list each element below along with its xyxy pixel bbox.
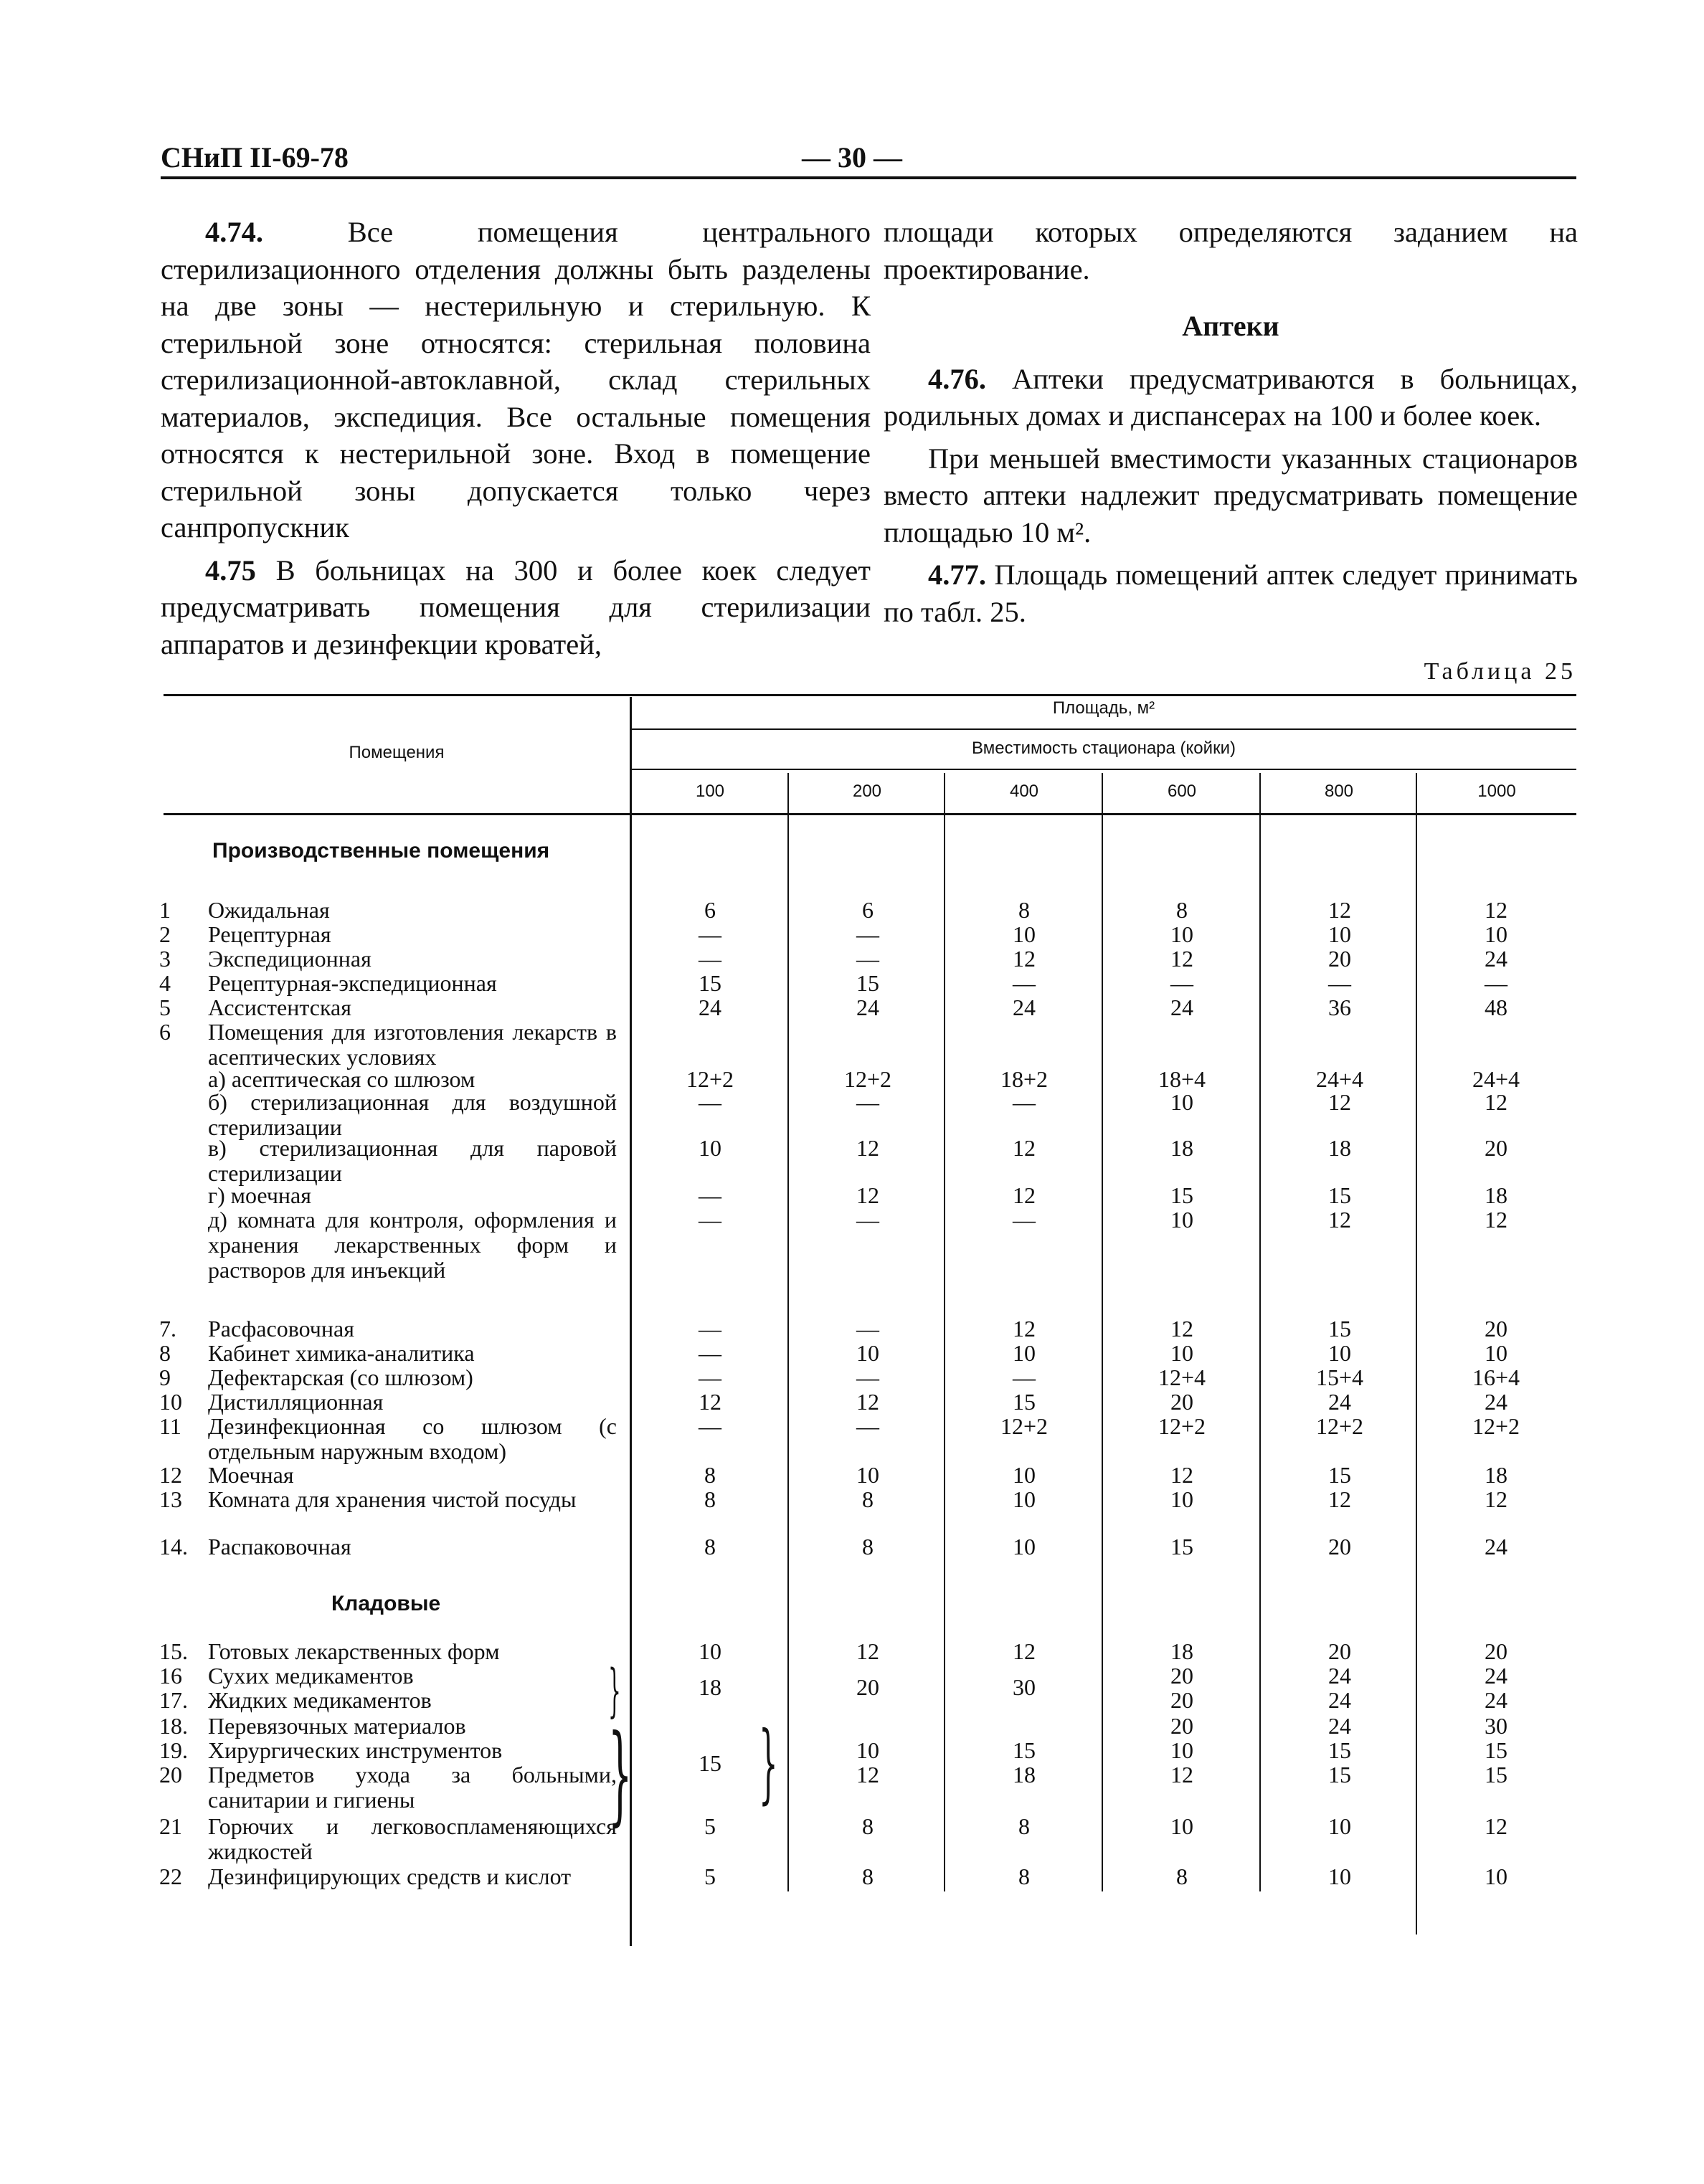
room-name: б) стерилизационная для воздушной стерилизации (208, 1089, 617, 1140)
row-number: 4 (159, 970, 171, 996)
area-value-200: 12 (856, 1762, 879, 1787)
area-value-1000: 24+4 (1472, 1066, 1520, 1092)
row-number: 1 (159, 897, 171, 923)
room-name: Помещения для изготовления лекарств в асептических условиях (208, 1019, 617, 1070)
area-value-400: — (1013, 970, 1036, 996)
area-value-100: 6 (704, 897, 716, 923)
paragraph-continuation: площади которых определяются заданием на проектирование. (884, 216, 1578, 285)
area-value-200: 12+2 (843, 1066, 892, 1092)
area-value-800: 24 (1328, 1663, 1351, 1689)
area-value-100: 10 (699, 1135, 721, 1161)
text-column-left (161, 214, 871, 663)
text-column-right (884, 214, 1578, 630)
document-code: СНиП II-69-78 (161, 141, 349, 174)
row-number: 18. (159, 1713, 188, 1739)
area-value-600: 10 (1170, 1207, 1193, 1233)
area-value-100: — (699, 1089, 721, 1115)
room-name: Хирургических инструментов (208, 1737, 503, 1763)
area-value-600: 12 (1170, 946, 1193, 972)
area-value-100: 15 (699, 1750, 721, 1776)
area-value-1000: — (1485, 970, 1507, 996)
area-value-200: — (856, 1089, 879, 1115)
section-storerooms: Кладовые (331, 1592, 441, 1615)
page-number: — 30 — (802, 141, 902, 174)
area-value-600: 15 (1170, 1534, 1193, 1559)
area-value-400: 8 (1018, 897, 1030, 923)
area-value-800: 20 (1328, 946, 1351, 972)
room-name: Рецептурная (208, 921, 331, 947)
clause-number: 4.77. (928, 559, 986, 591)
header-area: Площадь, м² (1052, 698, 1155, 718)
row-number: 12 (159, 1462, 182, 1488)
room-name: Распаковочная (208, 1534, 351, 1559)
area-value-100: 12 (699, 1389, 721, 1415)
row-number: 5 (159, 994, 171, 1020)
row-number: 10 (159, 1389, 182, 1415)
area-value-1000: 12 (1485, 1813, 1507, 1839)
area-value-600: 20 (1170, 1713, 1193, 1739)
area-value-600: 10 (1170, 1813, 1193, 1839)
row-number: 2 (159, 921, 171, 947)
table-caption: Таблица 25 (1424, 658, 1576, 685)
area-value-1000: 12 (1485, 1207, 1507, 1233)
area-value-400: 10 (1013, 1534, 1036, 1559)
area-value-800: 12 (1328, 1486, 1351, 1512)
area-value-200: 8 (862, 1863, 874, 1889)
area-value-400: — (1013, 1207, 1036, 1233)
area-value-600: — (1170, 970, 1193, 996)
section-production-rooms: Производственные помещения (212, 839, 550, 863)
area-value-1000: 12 (1485, 1486, 1507, 1512)
area-value-800: 10 (1328, 1340, 1351, 1366)
capacity-600: 600 (1167, 782, 1197, 801)
room-name: Жидких медикаментов (208, 1687, 432, 1713)
area-value-400: — (1013, 1364, 1036, 1390)
area-value-800: 15 (1328, 1182, 1351, 1208)
area-value-200: — (856, 1316, 879, 1342)
area-value-1000: 10 (1485, 1863, 1507, 1889)
area-value-1000: 15 (1485, 1762, 1507, 1787)
area-value-200: 15 (856, 970, 879, 996)
row-number: 9 (159, 1364, 171, 1390)
paragraph-4-76 (884, 361, 1578, 435)
area-value-800: 24 (1328, 1389, 1351, 1415)
area-value-1000: 20 (1485, 1135, 1507, 1161)
area-value-1000: 30 (1485, 1713, 1507, 1739)
area-value-400: 8 (1018, 1863, 1030, 1889)
area-value-100: 12+2 (686, 1066, 734, 1092)
area-value-100: 5 (704, 1813, 716, 1839)
row-number: 16 (159, 1663, 182, 1689)
area-value-400: 15 (1013, 1389, 1036, 1415)
area-value-100: — (699, 1413, 721, 1439)
area-value-400: 10 (1013, 921, 1036, 947)
area-value-100: — (699, 1316, 721, 1342)
area-value-600: 8 (1176, 1863, 1188, 1889)
room-name: Сухих медикаментов (208, 1663, 414, 1689)
area-value-400: 12 (1013, 946, 1036, 972)
area-value-100: 8 (704, 1534, 716, 1559)
area-value-1000: 12+2 (1472, 1413, 1520, 1439)
area-value-100: — (699, 946, 721, 972)
room-name: Дезинфекционная со шлюзом (с отдельным наружным входом) (208, 1413, 617, 1464)
area-value-1000: 24 (1485, 1389, 1507, 1415)
area-value-100: — (699, 1207, 721, 1233)
area-value-100: — (699, 1182, 721, 1208)
area-value-600: 12+2 (1158, 1413, 1206, 1439)
area-value-200: 8 (862, 1813, 874, 1839)
room-name: Готовых лекарственных форм (208, 1638, 500, 1664)
area-value-800: 36 (1328, 994, 1351, 1020)
area-value-800: 15 (1328, 1316, 1351, 1342)
area-value-800: 12 (1328, 897, 1351, 923)
area-value-1000: 24 (1485, 1687, 1507, 1713)
room-name: д) комната для контроля, оформления и хранения лекарственных форм и растворов для инъекций (208, 1207, 617, 1283)
area-value-600: 12 (1170, 1462, 1193, 1488)
area-value-400: 24 (1013, 994, 1036, 1020)
clause-text: Все помещения центрального стерилизационного отделения должны быть разделены на две зоны — нестерильную и стерильную. К стерильной зоне относятся: стерильная половина стерилизационной-автоклавной, склад стерильных материалов, экспедиция. Все остальные помещения относятся к нестерильной зоне. Вход в помещение стерильной зоны допускается только через санпропускник (161, 216, 871, 543)
room-name: Комната для хранения чистой посуды (208, 1486, 577, 1512)
table-top-rule (164, 694, 1576, 696)
area-value-1000: 12 (1485, 1089, 1507, 1115)
area-value-800: 24 (1328, 1687, 1351, 1713)
area-value-200: 24 (856, 994, 879, 1020)
area-value-100: 10 (699, 1638, 721, 1664)
area-value-400: 12 (1013, 1316, 1036, 1342)
room-name: Предметов ухода за больными, санитарии и гигиены (208, 1762, 617, 1813)
area-value-400: — (1013, 1089, 1036, 1115)
area-value-600: 10 (1170, 921, 1193, 947)
area-value-1000: 24 (1485, 1663, 1507, 1689)
header-capacity: Вместимость стационара (койки) (972, 739, 1236, 758)
area-value-1000: 12 (1485, 897, 1507, 923)
row-number: 22 (159, 1863, 182, 1889)
row-number: 19. (159, 1737, 188, 1763)
area-value-400: 15 (1013, 1737, 1036, 1763)
paragraph-4-77 (884, 556, 1578, 630)
capacity-800: 800 (1324, 782, 1354, 801)
room-name: Моечная (208, 1462, 294, 1488)
area-value-800: — (1328, 970, 1351, 996)
header-bottom-rule (164, 813, 1576, 815)
area-value-400: 10 (1013, 1340, 1036, 1366)
area-value-800: 12 (1328, 1207, 1351, 1233)
group-brace: } (608, 1712, 633, 1837)
area-value-600: 18 (1170, 1135, 1193, 1161)
area-value-1000: 10 (1485, 921, 1507, 947)
area-value-200: 12 (856, 1182, 879, 1208)
area-value-600: 10 (1170, 1089, 1193, 1115)
room-name: г) моечная (208, 1182, 311, 1208)
row-number: 15. (159, 1638, 188, 1664)
area-value-100: 15 (699, 970, 721, 996)
area-value-800: 10 (1328, 1813, 1351, 1839)
area-value-200: — (856, 1364, 879, 1390)
area-value-200: 12 (856, 1389, 879, 1415)
area-value-600: 12+4 (1158, 1364, 1206, 1390)
area-value-800: 24 (1328, 1713, 1351, 1739)
room-name: Ожидальная (208, 897, 330, 923)
capacity-200: 200 (852, 782, 882, 801)
clause-number: 4.75 (205, 554, 256, 587)
area-value-200: 8 (862, 1534, 874, 1559)
room-name: а) асептическая со шлюзом (208, 1066, 475, 1092)
room-name: Дистилляционная (208, 1389, 384, 1415)
area-value-100: 5 (704, 1863, 716, 1889)
area-value-200: 6 (862, 897, 874, 923)
area-value-600: 20 (1170, 1389, 1193, 1415)
area-value-200: 10 (856, 1462, 879, 1488)
area-value-200: 20 (856, 1674, 879, 1700)
area-value-200: 10 (856, 1340, 879, 1366)
area-value-600: 10 (1170, 1486, 1193, 1512)
area-value-400: 12 (1013, 1135, 1036, 1161)
area-value-600: 10 (1170, 1340, 1193, 1366)
area-value-1000: 24 (1485, 1534, 1507, 1559)
area-value-200: — (856, 921, 879, 947)
area-value-1000: 24 (1485, 946, 1507, 972)
row-number: 11 (159, 1413, 181, 1439)
room-name: Кабинет химика-аналитика (208, 1340, 475, 1366)
area-value-600: 12 (1170, 1316, 1193, 1342)
area-value-800: 24+4 (1315, 1066, 1364, 1092)
room-name: Дефектарская (со шлюзом) (208, 1364, 473, 1390)
area-value-1000: 48 (1485, 994, 1507, 1020)
area-value-200: 12 (856, 1638, 879, 1664)
room-name: Дезинфицирующих средств и кислот (208, 1863, 572, 1889)
area-value-600: 10 (1170, 1737, 1193, 1763)
area-value-400: 12 (1013, 1638, 1036, 1664)
room-name: Ассистентская (208, 994, 351, 1020)
row-number: 20 (159, 1762, 182, 1787)
area-value-600: 8 (1176, 897, 1188, 923)
area-value-1000: 16+4 (1472, 1364, 1520, 1390)
area-value-400: 18+2 (1000, 1066, 1049, 1092)
area-value-100: — (699, 921, 721, 947)
area-value-1000: 15 (1485, 1737, 1507, 1763)
area-value-200: — (856, 946, 879, 972)
clause-number: 4.76. (928, 362, 986, 395)
area-value-800: 20 (1328, 1534, 1351, 1559)
area-value-200: 8 (862, 1486, 874, 1512)
area-value-1000: 10 (1485, 1340, 1507, 1366)
clause-number: 4.74. (205, 216, 263, 248)
area-value-600: 12 (1170, 1762, 1193, 1787)
area-value-1000: 20 (1485, 1638, 1507, 1664)
area-value-1000: 18 (1485, 1462, 1507, 1488)
row-number: 8 (159, 1340, 171, 1366)
row-number: 14. (159, 1534, 188, 1559)
capacity-1000: 1000 (1477, 782, 1516, 801)
section-heading: Аптеки (1182, 310, 1279, 342)
area-value-800: 15 (1328, 1762, 1351, 1787)
capacity-400: 400 (1009, 782, 1039, 801)
area-value-400: 18 (1013, 1762, 1036, 1787)
area-value-600: 20 (1170, 1687, 1193, 1713)
row-number: 17. (159, 1687, 188, 1713)
row-number: 3 (159, 946, 171, 972)
clause-text: В больницах на 300 и более коек следует предусматривать помещения для стерилизации аппаратов и дезинфекции кроватей, (161, 554, 871, 660)
area-value-800: 10 (1328, 1863, 1351, 1889)
area-value-800: 15 (1328, 1737, 1351, 1763)
area-value-800: 18 (1328, 1135, 1351, 1161)
row-number: 13 (159, 1486, 182, 1512)
area-value-800: 12+2 (1315, 1413, 1364, 1439)
room-name: Расфасовочная (208, 1316, 354, 1342)
area-value-600: 24 (1170, 994, 1193, 1020)
area-value-400: 10 (1013, 1486, 1036, 1512)
group-brace: } (608, 1657, 621, 1724)
header-rule-area (631, 728, 1576, 730)
header-rule-capacity (631, 769, 1576, 770)
area-value-600: 20 (1170, 1663, 1193, 1689)
area-value-400: 8 (1018, 1813, 1030, 1839)
area-value-400: 10 (1013, 1462, 1036, 1488)
area-value-800: 15 (1328, 1462, 1351, 1488)
header-rule (161, 176, 1576, 179)
room-name: Перевязочных материалов (208, 1713, 466, 1739)
paragraph-4-75 (161, 552, 871, 663)
area-value-100: — (699, 1340, 721, 1366)
area-value-200: — (856, 1207, 879, 1233)
area-value-600: 18+4 (1158, 1066, 1206, 1092)
area-value-100: 8 (704, 1462, 716, 1488)
area-value-100: 24 (699, 994, 721, 1020)
area-value-1000: 18 (1485, 1182, 1507, 1208)
room-name: Экспедиционная (208, 946, 371, 972)
area-value-200: 10 (856, 1737, 879, 1763)
area-value-1000: 20 (1485, 1316, 1507, 1342)
paragraph-4-74 (161, 214, 871, 546)
area-value-200: 12 (856, 1135, 879, 1161)
area-value-400: 12+2 (1000, 1413, 1049, 1439)
area-value-100: 8 (704, 1486, 716, 1512)
area-value-800: 15+4 (1315, 1364, 1364, 1390)
room-name: в) стерилизационная для паровой стерилизации (208, 1135, 617, 1186)
row-number: 6 (159, 1019, 171, 1045)
area-value-100: — (699, 1364, 721, 1390)
capacity-100: 100 (695, 782, 725, 801)
row-number: 21 (159, 1813, 182, 1839)
area-value-800: 10 (1328, 921, 1351, 947)
header-rooms: Помещения (349, 743, 445, 762)
group-brace: } (759, 1714, 778, 1813)
row-number: 7. (159, 1316, 176, 1342)
area-value-600: 18 (1170, 1638, 1193, 1664)
area-value-600: 15 (1170, 1182, 1193, 1208)
room-name: Рецептурная-экспедиционная (208, 970, 497, 996)
area-value-100: 18 (699, 1674, 721, 1700)
room-name: Горючих и легковоспламеняющихся жидкостей (208, 1813, 617, 1864)
area-value-800: 12 (1328, 1089, 1351, 1115)
area-value-400: 12 (1013, 1182, 1036, 1208)
paragraph-small-capacity: При меньшей вместимости указанных стационаров вместо аптеки надлежит предусматривать помещение площадью 10 м². (884, 442, 1578, 549)
area-value-800: 20 (1328, 1638, 1351, 1664)
clause-text: Площадь помещений аптек следует принимать по табл. 25. (884, 559, 1578, 628)
clause-text: Аптеки предусматриваются в больницах, родильных домах и диспансерах на 100 и более коек. (884, 362, 1578, 432)
area-value-200: — (856, 1413, 879, 1439)
area-value-400: 30 (1013, 1674, 1036, 1700)
